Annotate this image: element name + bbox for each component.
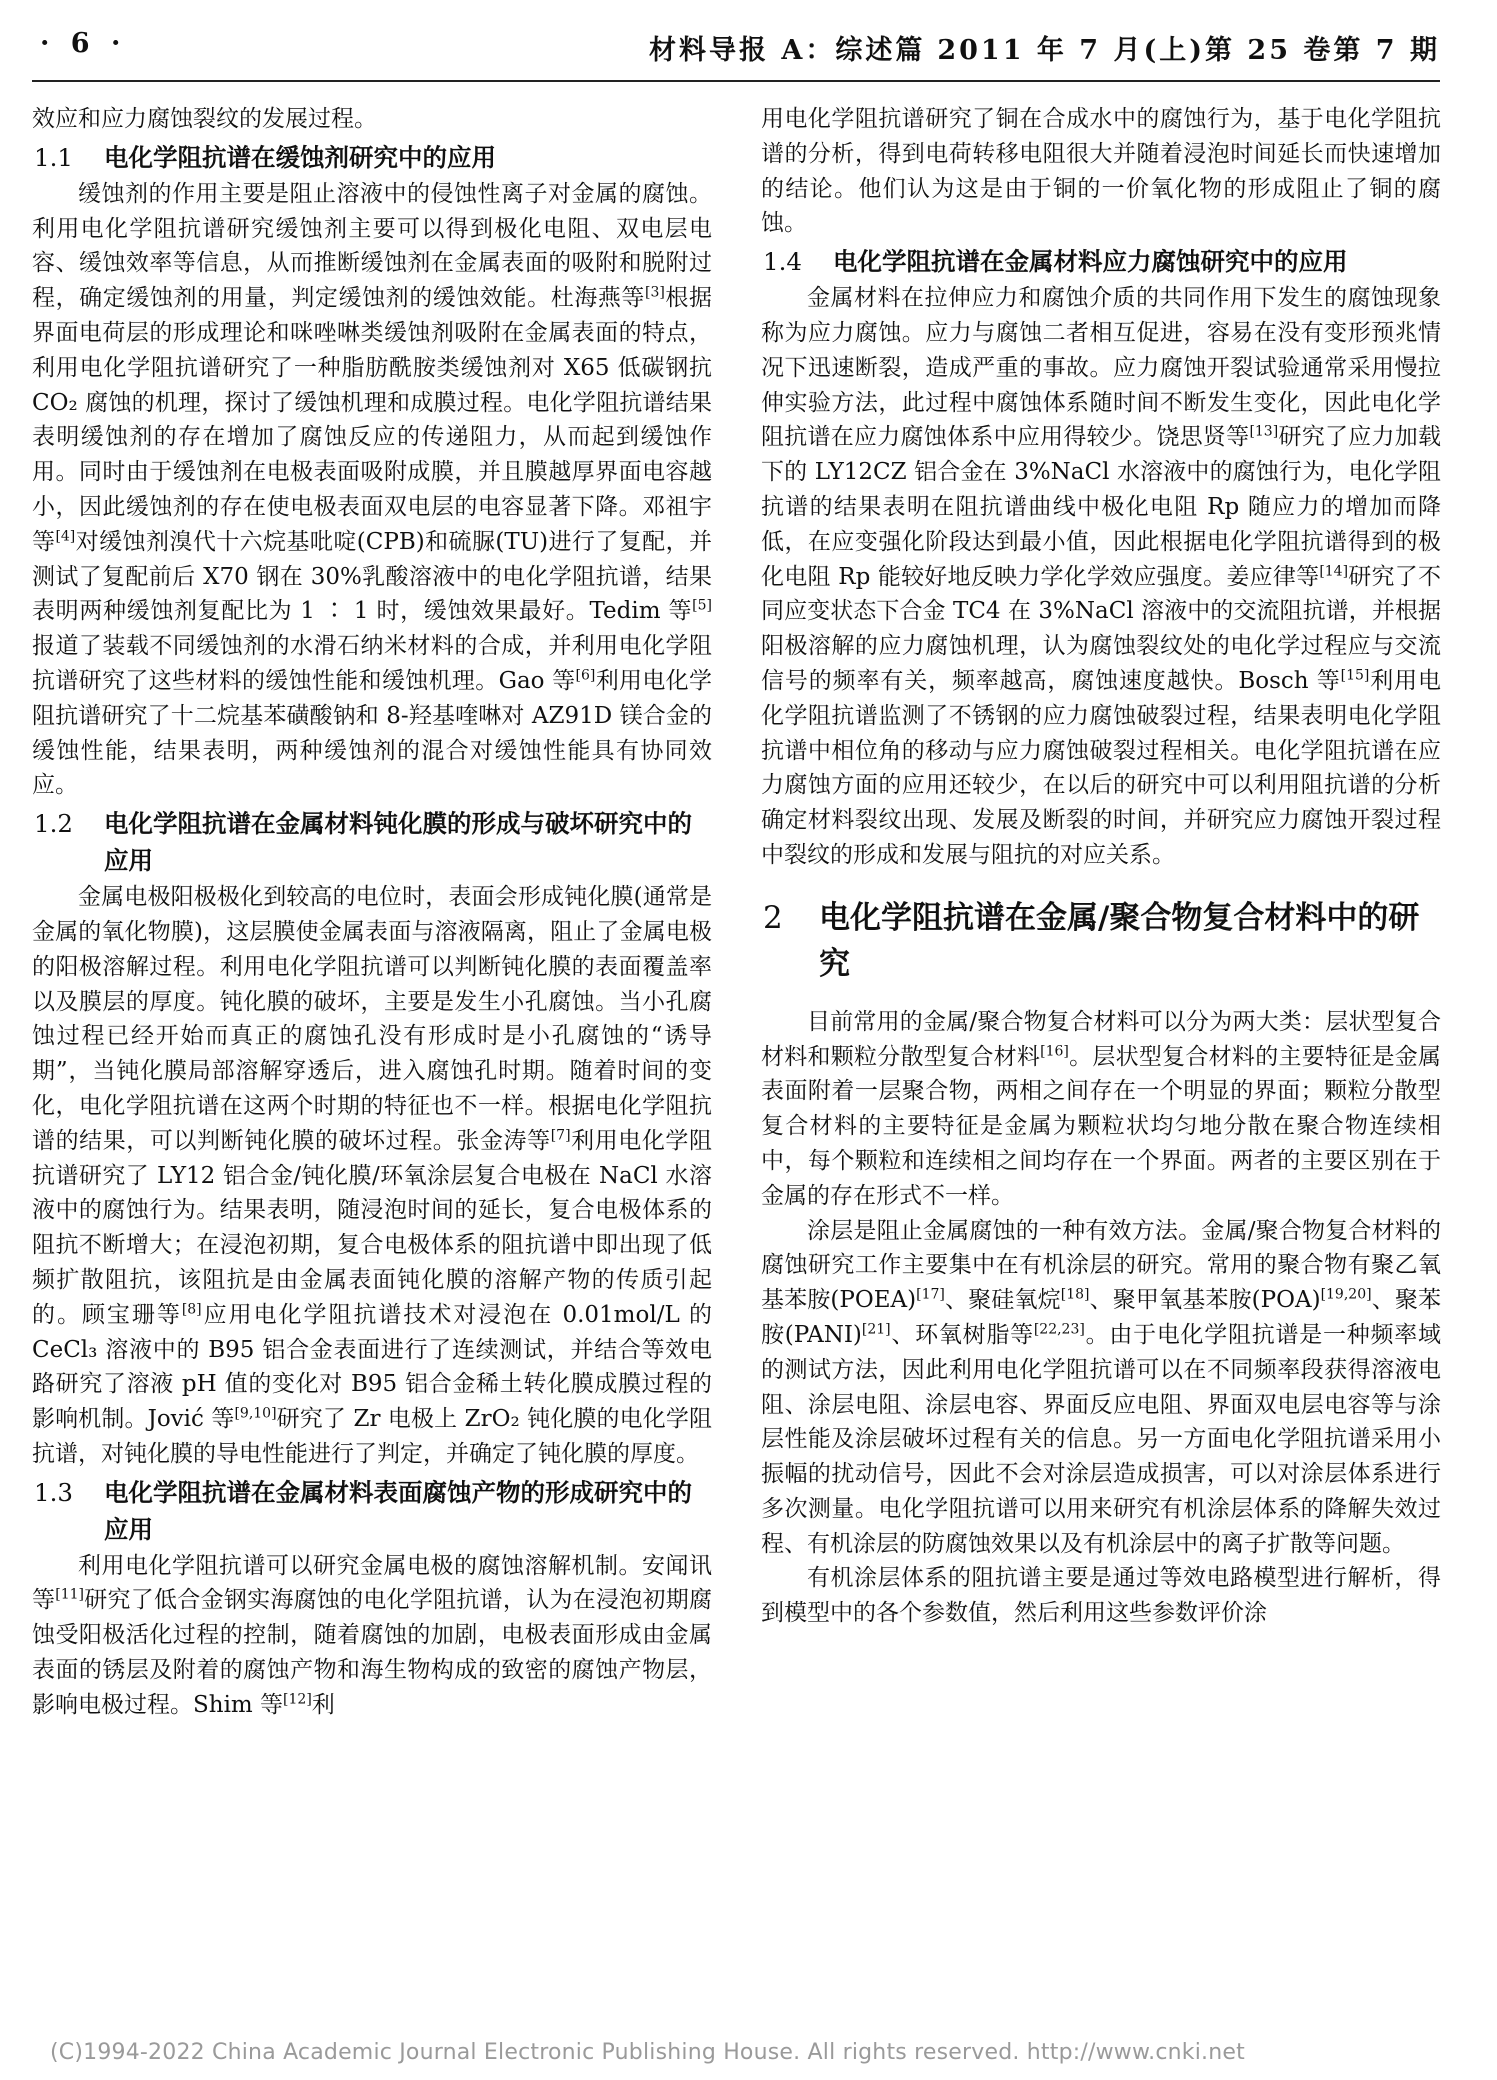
copyright-footer: (C)1994-2022 China Academic Journal Electronic Publishing House. All rights reserved. http://www.cnki.net [50,2040,1245,2065]
citation: [18] [1060,1286,1090,1303]
citation: [11] [55,1586,85,1603]
citation: [14] [1319,562,1349,579]
paragraph: 效应和应力腐蚀裂纹的发展过程。 [32,106,377,132]
citation: [17] [916,1286,945,1303]
paragraph: 利用电化学阻抗谱可以研究金属电极的腐蚀溶解机制。安闻讯等[11]研究了低合金钢实海腐蚀的电化学阻抗谱，认为在浸泡初期腐蚀受阳极活化过程的控制，随着腐蚀的加剧，电极表面形成由金属表面的锈层及附着的腐蚀产物和海生物构成的致密的腐蚀产物层，影响电极过程。Shim 等[12]利 [32,1552,713,1718]
citation: [9,10] [234,1405,277,1422]
journal-name: 材料导报 A：综述篇 [649,35,926,66]
citation: [4] [55,528,76,545]
paragraph: 有机涂层体系的阻抗谱主要是通过等效电路模型进行解析，得到模型中的各个参数值，然后利用这些参数评价涂 [761,1565,1441,1627]
citation: [15] [1340,667,1370,684]
citation: [12] [283,1691,312,1708]
paragraph: 用电化学阻抗谱研究了铜在合成水中的腐蚀行为，基于电化学阻抗谱的分析，得到电荷转移电阻很大并随着浸泡时间延长而快速增加的结论。他们认为这是由于铜的一价氧化物的形成阻止了铜的腐蚀。 [761,106,1441,237]
page-header [32,28,1440,68]
citation: [8] [181,1301,202,1318]
citation: [3] [645,284,665,301]
citation: [7] [550,1127,571,1144]
paragraph: 涂层是阻止金属腐蚀的一种有效方法。金属/聚合物复合材料的腐蚀研究工作主要集中在有机涂层的研究。常用的聚合物有聚乙氧基苯胺(POEA)[17]、聚硅氧烷[18]、聚甲氧基苯胺(POA)[19,20]、聚苯胺(PANI)[21]、环氧树脂等[22,23]。由于电化学阻抗谱是一种频率域的测试方法，因此利用电化学阻抗谱可以在不同频率段获得溶液电阻、涂层电阻、涂层电容、界面反应电阻、界面双电层电容等与涂层性能及涂层破坏过程有关的信息。另一方面电化学阻抗谱采用小振幅的扰动信号，因此不会对涂层造成损害，可以对涂层体系进行多次测量。电化学阻抗谱可以用来研究有机涂层体系的降解失效过程、有机涂层的防腐蚀效果以及有机涂层中的离子扩散等问题。 [761,1217,1442,1557]
citation: [22,23] [1033,1321,1085,1338]
section-heading-1-2: 1.2 电化学阻抗谱在金属材料钝化膜的形成与破坏研究中的应用 [34,809,692,876]
section-heading-1-3: 1.3 电化学阻抗谱在金属材料表面腐蚀产物的形成研究中的应用 [34,1477,692,1544]
citation: [21] [861,1321,891,1338]
citation: [16] [1040,1042,1069,1059]
left-column [32,102,712,1723]
paragraph: 金属材料在拉伸应力和腐蚀介质的共同作用下发生的腐蚀现象称为应力腐蚀。应力与腐蚀二者相互促进，容易在没有变形预兆情况下迅速断裂，造成严重的事故。应力腐蚀开裂试验通常采用慢拉伸实验方法，此过程中腐蚀体系随时间不断发生变化，因此电化学阻抗谱在应力腐蚀体系中应用得较少。饶思贤等[13]研究了应力加载下的 LY12CZ 铝合金在 3%NaCl 水溶液中的腐蚀行为，电化学阻抗谱的结果表明在阻抗谱曲线中极化电阻 Rp 随应力的增加而降低，在应变强化阶段达到最小值，因此根据电化学阻抗谱得到的极化电阻 Rp 能较好地反映力学化学效应强度。姜应律等[14]研究了不同应变状态下合金 TC4 在 3%NaCl 溶液中的交流阻抗谱，并根据阳极溶解的应力腐蚀机理，认为腐蚀裂纹处的电化学过程应与交流信号的频率有关，频率越高，腐蚀速度越快。Bosch 等[15]利用电化学阻抗谱监测了不锈钢的应力腐蚀破裂过程，结果表明电化学阻抗谱中相位角的移动与应力腐蚀破裂过程相关。电化学阻抗谱在应力腐蚀方面的应用还较少，在以后的研究中可以利用阻抗谱的分析确定材料裂纹出现、发展及断裂的时间，并研究应力腐蚀开裂过程中裂纹的形成和发展与阻抗的对应关系。 [761,285,1442,868]
issue-info: 2011 年 7 月(上)第 25 卷第 7 期 [937,35,1440,66]
citation: [13] [1249,423,1279,440]
paragraph: 缓蚀剂的作用主要是阻止溶液中的侵蚀性离子对金属的腐蚀。利用电化学阻抗谱研究缓蚀剂主要可以得到极化电阻、双电层电容、缓蚀效率等信息，从而推断缓蚀剂在金属表面的吸附和脱附过程，确定缓蚀剂的用量，判定缓蚀剂的缓蚀效能。杜海燕等[3]根据界面电荷层的形成理论和咪唑啉类缓蚀剂吸附在金属表面的特点，利用电化学阻抗谱研究了一种脂肪酰胺类缓蚀剂对 X65 低碳钢抗 CO₂ 腐蚀的机理，探讨了缓蚀机理和成膜过程。电化学阻抗谱结果表明缓蚀剂的存在增加了腐蚀反应的传递阻力，从而起到缓蚀作用。同时由于缓蚀剂在电极表面吸附成膜，并且膜越厚界面电容越小，因此缓蚀剂的存在使电极表面双电层的电容显著下降。邓祖宇等[4]对缓蚀剂溴代十六烷基吡啶(CPB)和硫脲(TU)进行了复配，并测试了复配前后 X70 钢在 30%乳酸溶液中的电化学阻抗谱，结果表明两种缓蚀剂复配比为 1 ∶ 1 时，缓蚀效果最好。Tedim 等[5]报道了装载不同缓蚀剂的水滑石纳米材料的合成，并利用电化学阻抗谱研究了这些材料的缓蚀性能和缓蚀机理。Gao 等[6]利用电化学阻抗谱研究了十二烷基苯磺酸钠和 8-羟基喹啉对 AZ91D 镁合金的缓蚀性能，结果表明，两种缓蚀剂的混合对缓蚀性能具有协同效应。 [32,180,713,799]
citation: [19,20] [1320,1286,1372,1303]
section-heading-1-4: 1.4 电化学阻抗谱在金属材料应力腐蚀研究中的应用 [763,247,1348,277]
citation: [6] [575,667,596,684]
paragraph: 目前常用的金属/聚合物复合材料可以分为两大类：层状型复合材料和颗粒分散型复合材料[16]。层状型复合材料的主要特征是金属表面附着一层聚合物，两相之间存在一个明显的界面；颗粒分散型复合材料的主要特征是金属为颗粒状均匀地分散在聚合物连续相中，每个颗粒和连续相之间均存在一个界面。两者的主要区别在于金属的存在形式不一样。 [761,1008,1442,1209]
section-heading-1-1: 1.1 电化学阻抗谱在缓蚀剂研究中的应用 [34,142,496,172]
header-rule [32,80,1440,82]
section-heading-2: 2 电化学阻抗谱在金属/聚合物复合材料中的研究 [763,899,1420,982]
page-number: · 6 · [40,28,127,59]
paragraph: 金属电极阳极极化到较高的电位时，表面会形成钝化膜(通常是金属的氧化物膜)，这层膜使金属表面与溶液隔离，阻止了金属电极的阳极溶解过程。利用电化学阻抗谱可以判断钝化膜的表面覆盖率以及膜层的厚度。钝化膜的破坏，主要是发生小孔腐蚀。当小孔腐蚀过程已经开始而真正的腐蚀孔没有形成时是小孔腐蚀的“诱导期”，当钝化膜局部溶解穿透后，进入腐蚀孔时期。随着时间的变化，电化学阻抗谱在这两个时期的特征也不一样。根据电化学阻抗谱的结果，可以判断钝化膜的破坏过程。张金涛等[7]利用电化学阻抗谱研究了 LY12 铝合金/钝化膜/环氧涂层复合电极在 NaCl 水溶液中的腐蚀行为。结果表明，随浸泡时间的延长，复合电极体系的阻抗不断增大；在浸泡初期，复合电极体系的阻抗谱中即出现了低频扩散阻抗，该阻抗是由金属表面钝化膜的溶解产物的传质引起的。顾宝珊等[8]应用电化学阻抗谱技术对浸泡在 0.01mol/L 的 CeCl₃ 溶液中的 B95 铝合金表面进行了连续测试，并结合等效电路研究了溶液 pH 值的变化对 B95 铝合金稀土转化膜成膜过程的影响机制。Jović 等[9,10]研究了 Zr 电极上 ZrO₂ 钝化膜的电化学阻抗谱，对钝化膜的导电性能进行了判定，并确定了钝化膜的厚度。 [32,884,713,1467]
citation: [5] [692,597,712,614]
right-column [761,102,1441,1631]
